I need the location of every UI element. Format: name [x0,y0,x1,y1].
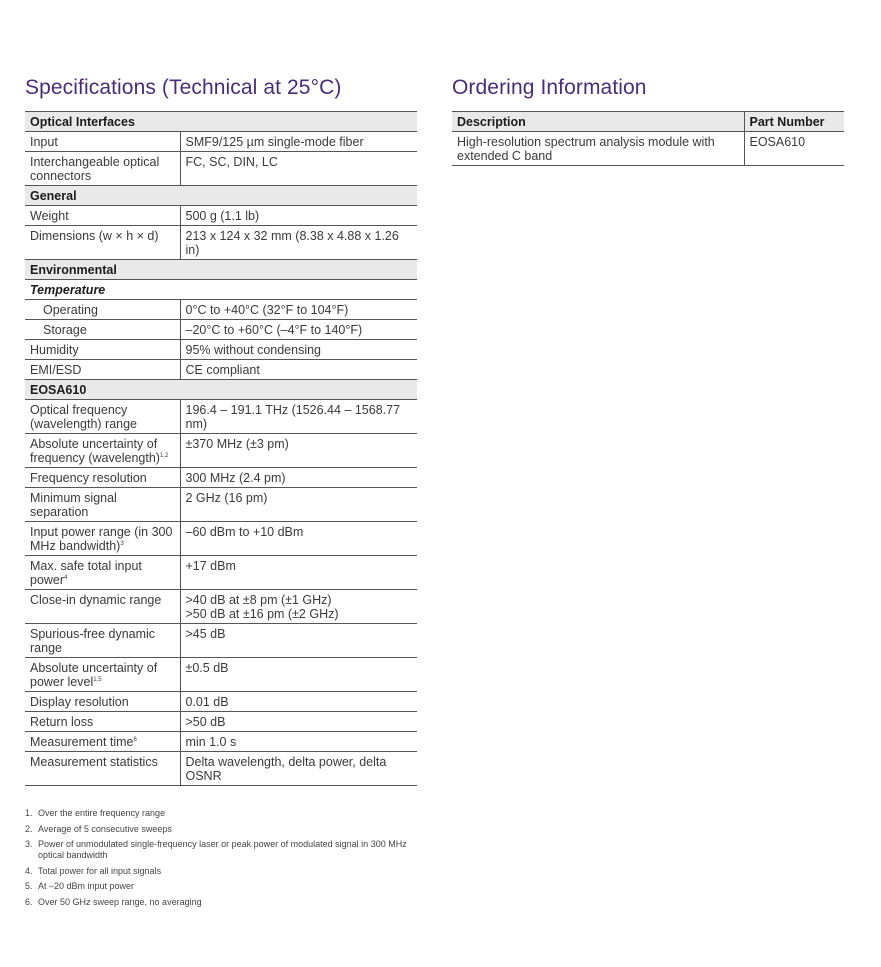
footnote-reference: 6 [133,736,137,743]
spec-label [25,434,180,468]
spec-label [25,132,180,152]
spec-label [25,152,180,186]
spec-row [25,712,417,732]
section-header-row [25,380,417,400]
spec-value-line: >50 dB at ±16 pm (±2 GHz) [185,607,339,621]
footnote-text: Over 50 GHz sweep range, no averaging [38,896,202,907]
subsection-header-row [25,280,417,300]
spec-row [25,340,417,360]
spec-label [25,488,180,522]
spec-value: ±0.5 dB [180,658,417,692]
spec-label [25,340,180,360]
spec-label-text: Absolute uncertainty of frequency (wavelength) [30,437,160,465]
spec-label [25,206,180,226]
spec-label-text: Minimum signal separation [30,491,117,519]
spec-label [25,752,180,786]
footnote-text: Power of unmodulated single-frequency laser or peak power of modulated signal in 300 MHz optical bandwidth [38,839,407,860]
spec-value-line: >40 dB at ±8 pm (±1 GHz) [185,593,332,607]
footnote-text: Average of 5 consecutive sweeps [38,823,172,834]
spec-value [180,590,417,624]
footnote-item [25,808,415,819]
spec-label-text: Humidity [30,343,79,357]
spec-value: Delta wavelength, delta power, delta OSNR [180,752,417,786]
spec-label-text: Measurement statistics [30,755,158,769]
footnote-number: 5. [25,881,33,891]
spec-label [25,320,180,340]
section-header-row [25,186,417,206]
spec-label-text: Interchangeable optical connectors [30,155,160,183]
spec-row [25,434,417,468]
spec-value: 2 GHz (16 pm) [180,488,417,522]
spec-label-text: Measurement time [30,735,134,749]
spec-value: –60 dBm to +10 dBm [180,522,417,556]
spec-label-text: Weight [30,209,69,223]
section-title: Environmental [25,260,417,280]
spec-label-text: Input [30,135,58,149]
spec-label [25,624,180,658]
spec-row [25,152,417,186]
spec-label [25,400,180,434]
ordering-row [452,132,844,166]
spec-value: >50 dB [180,712,417,732]
spec-row [25,624,417,658]
section-title: Optical Interfaces [25,112,417,132]
ordering-header-row [452,112,844,132]
footnote-number: 4. [25,865,33,876]
footnote-reference: 1,5 [93,676,102,683]
spec-row [25,360,417,380]
spec-label [25,712,180,732]
spec-row [25,320,417,340]
description-header: Description [452,112,744,132]
section-header-row [25,260,417,280]
spec-label [25,692,180,712]
spec-row [25,590,417,624]
footnote-text: At –20 dBm input power [38,881,135,891]
spec-row [25,692,417,712]
spec-row [25,132,417,152]
spec-label-text: Display resolution [30,695,129,709]
part-number-header: Part Number [744,112,844,132]
spec-value: 500 g (1.1 lb) [180,206,417,226]
ordering-table [452,111,844,166]
spec-row [25,752,417,786]
spec-label-text: Input power range (in 300 MHz bandwidth) [30,525,173,553]
footnote-item [25,866,415,877]
spec-value: 196.4 – 191.1 THz (1526.44 – 1568.77 nm) [180,400,417,434]
spec-label-text: Dimensions (w × h × d) [30,229,159,243]
spec-value: 300 MHz (2.4 pm) [180,468,417,488]
spec-row [25,488,417,522]
specifications-table [25,111,417,786]
spec-row [25,556,417,590]
spec-label-text: Spurious-free dynamic range [30,627,156,655]
spec-value: 95% without condensing [180,340,417,360]
footnote-reference: 1,2 [159,452,169,459]
spec-label-text: Frequency resolution [30,471,147,485]
section-title: General [25,186,417,206]
spec-value: +17 dBm [180,556,417,590]
spec-label-text: Optical frequency (wavelength) range [30,403,138,431]
spec-value: SMF9/125 µm single-mode fiber [180,132,417,152]
spec-value: 213 x 124 x 32 mm (8.38 x 4.88 x 1.26 in) [180,226,417,260]
spec-label-text: Storage [43,323,87,337]
footnote-number: 6. [25,896,33,907]
spec-label [25,658,180,692]
spec-label-text: Return loss [30,715,94,729]
footnote-text: Over the entire frequency range [38,808,166,818]
spec-value: 0°C to +40°C (32°F to 104°F) [180,300,417,320]
spec-label [25,732,180,752]
footnote-reference: 3 [120,540,124,547]
footnote-number: 2. [25,823,33,834]
footnote-item [25,839,415,861]
spec-label [25,300,180,320]
spec-row [25,732,417,752]
footnote-text: Total power for all input signals [38,865,162,876]
footnote-reference: 4 [64,574,68,581]
ordering-information-title: Ordering Information [452,76,647,99]
footnote-number: 3. [25,839,33,849]
spec-row [25,400,417,434]
spec-row [25,522,417,556]
footnotes [25,808,415,912]
spec-label-text: Operating [43,303,98,317]
ordering-description: High-resolution spectrum analysis module with extended C band [452,132,744,166]
spec-row [25,658,417,692]
spec-value: 0.01 dB [180,692,417,712]
footnote-item [25,881,415,892]
spec-value: CE compliant [180,360,417,380]
spec-label-text: EMI/ESD [30,363,82,377]
spec-value: FC, SC, DIN, LC [180,152,417,186]
spec-row [25,300,417,320]
spec-label [25,360,180,380]
spec-label-text: Absolute uncertainty of power level [30,661,158,689]
spec-label [25,468,180,488]
spec-value: min 1.0 s [180,732,417,752]
spec-value: –20°C to +60°C (–4°F to 140°F) [180,320,417,340]
spec-label [25,556,180,590]
ordering-part-number: EOSA610 [744,132,844,166]
spec-label [25,522,180,556]
spec-label-text: Close-in dynamic range [30,593,162,607]
section-header-row [25,112,417,132]
spec-value: ±370 MHz (±3 pm) [180,434,417,468]
footnote-item [25,824,415,835]
spec-label-text: Max. safe total input power [30,559,142,587]
footnote-item [25,897,415,908]
spec-value: >45 dB [180,624,417,658]
specifications-title: Specifications (Technical at 25°C) [25,76,342,99]
spec-label [25,226,180,260]
section-title: EOSA610 [25,380,417,400]
subsection-title: Temperature [25,280,417,300]
spec-row [25,206,417,226]
footnote-number: 1. [25,808,33,818]
spec-row [25,226,417,260]
spec-row [25,468,417,488]
spec-label [25,590,180,624]
